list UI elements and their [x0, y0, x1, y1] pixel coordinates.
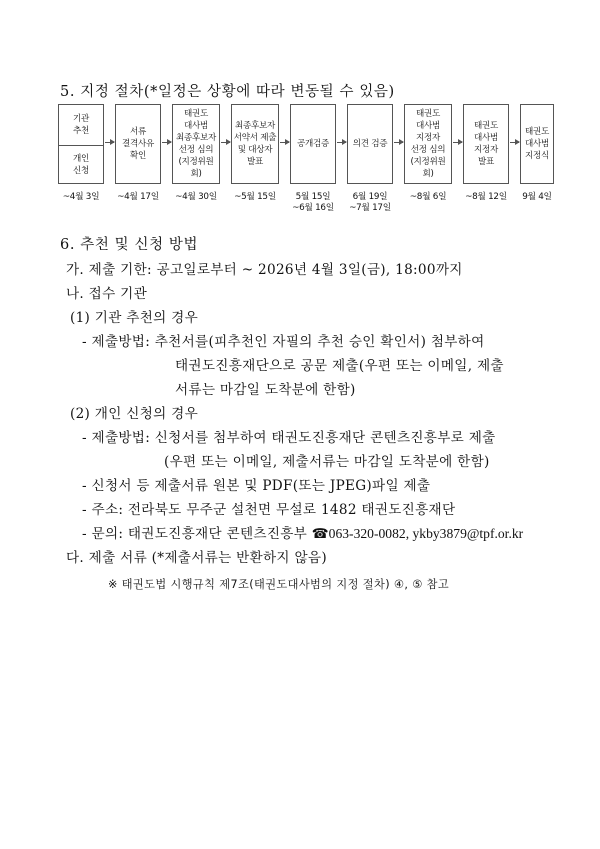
- original-documents-note: - 신청서 등 제출서류 원본 및 PDF(또는 JPEG)파일 제출: [82, 478, 431, 494]
- institution-submit-method-cont: 서류는 마감일 도착분에 한함): [175, 382, 356, 398]
- individual-apply-heading: (2) 개인 신청의 경우: [70, 406, 199, 422]
- flow-step-designation-ceremony: 태권도 대사범 지정식: [520, 104, 554, 184]
- section-6-title: 6. 추천 및 신청 방법: [60, 237, 199, 253]
- flow-step-document-check: 서류 결격사유 확인: [115, 104, 161, 184]
- submission-documents-heading: 다. 제출 서류 (*제출서류는 반환하지 않음): [66, 550, 327, 566]
- individual-submit-method-cont: (우편 또는 이메일, 제출서류는 마감일 도착분에 한함): [164, 454, 490, 470]
- contact-phone-email: ☎063-320-0082, ykby3879@tpf.or.kr: [311, 526, 524, 541]
- arrow-icon: [394, 142, 403, 143]
- flow-date: ~4월 17일: [117, 192, 159, 202]
- arrow-icon: [453, 142, 462, 143]
- arrow-icon: [221, 142, 230, 143]
- flow-date: ~8월 6일: [409, 192, 447, 202]
- individual-submit-method: - 제출방법: 신청서를 첨부하여 태권도진흥재단 콘텐츠진흥부로 제출: [82, 430, 496, 446]
- flow-date: 9월 4일: [522, 192, 552, 202]
- flow-step-pledge-submission: 최종후보자 서약서 제출 및 대상자 발표: [231, 104, 279, 184]
- institution-submit-method: - 제출방법: 추천서를(피추천인 자필의 추천 승인 확인서) 첨부하여: [82, 334, 485, 350]
- flow-date: ~4월 30일: [175, 192, 217, 202]
- flow-step-designee-review: 태권도 대사범 지정자 선정 심의 (지정위원회): [404, 104, 452, 184]
- flow-date: 6월 19일 ~7월 17일: [349, 192, 391, 213]
- reference-note: ※ 태권도법 시행규칙 제7조(태권도대사범의 지정 절차) ④, ⑤ 참고: [108, 578, 450, 591]
- flow-date: 5월 15일 ~6월 16일: [292, 192, 334, 213]
- flow-step-designee-announcement: 태권도 대사범 지정자 발표: [463, 104, 509, 184]
- institution-recommend-heading: (1) 기관 추천의 경우: [70, 310, 199, 326]
- flow-date: ~8월 12일: [465, 192, 507, 202]
- flow-step-opinion-verification: 의견 검증: [347, 104, 393, 184]
- contact-line: - 문의: 태권도진흥재단 콘텐츠진흥부 ☎063-320-0082, ykby3879@tpf.or.kr: [82, 526, 524, 542]
- procedure-flowchart: [58, 104, 554, 213]
- address-line: - 주소: 전라북도 무주군 설천면 무설로 1482 태권도진흥재단: [82, 502, 456, 518]
- flow-date: ~4월 3일: [62, 192, 100, 202]
- flow-step-public-verification: 공개검증: [290, 104, 336, 184]
- institution-submit-method-cont: 태권도진흥재단으로 공문 제출(우편 또는 이메일, 제출: [175, 358, 504, 374]
- receiving-agency-heading: 나. 접수 기관: [66, 286, 148, 302]
- flow-step-individual-apply: 개인 신청: [72, 154, 89, 176]
- section-5-title: 5. 지정 절차(*일정은 상황에 따라 변동될 수 있음): [60, 84, 395, 100]
- arrow-icon: [162, 142, 171, 143]
- arrow-icon: [510, 142, 519, 143]
- arrow-icon: [280, 142, 289, 143]
- flow-date: ~5월 15일: [234, 192, 276, 202]
- submission-deadline: 가. 제출 기한: 공고일로부터 ~ 2026년 4월 3일(금), 18:00까지: [66, 262, 463, 278]
- flow-step-final-candidate-review: 태권도 대사범 최종후보자 선정 심의 (지정위원회): [172, 104, 220, 184]
- flow-step-recommend-apply: [58, 104, 104, 184]
- arrow-icon: [105, 142, 114, 143]
- flow-step-institution-recommend: 기관 추천: [72, 114, 89, 136]
- arrow-icon: [337, 142, 346, 143]
